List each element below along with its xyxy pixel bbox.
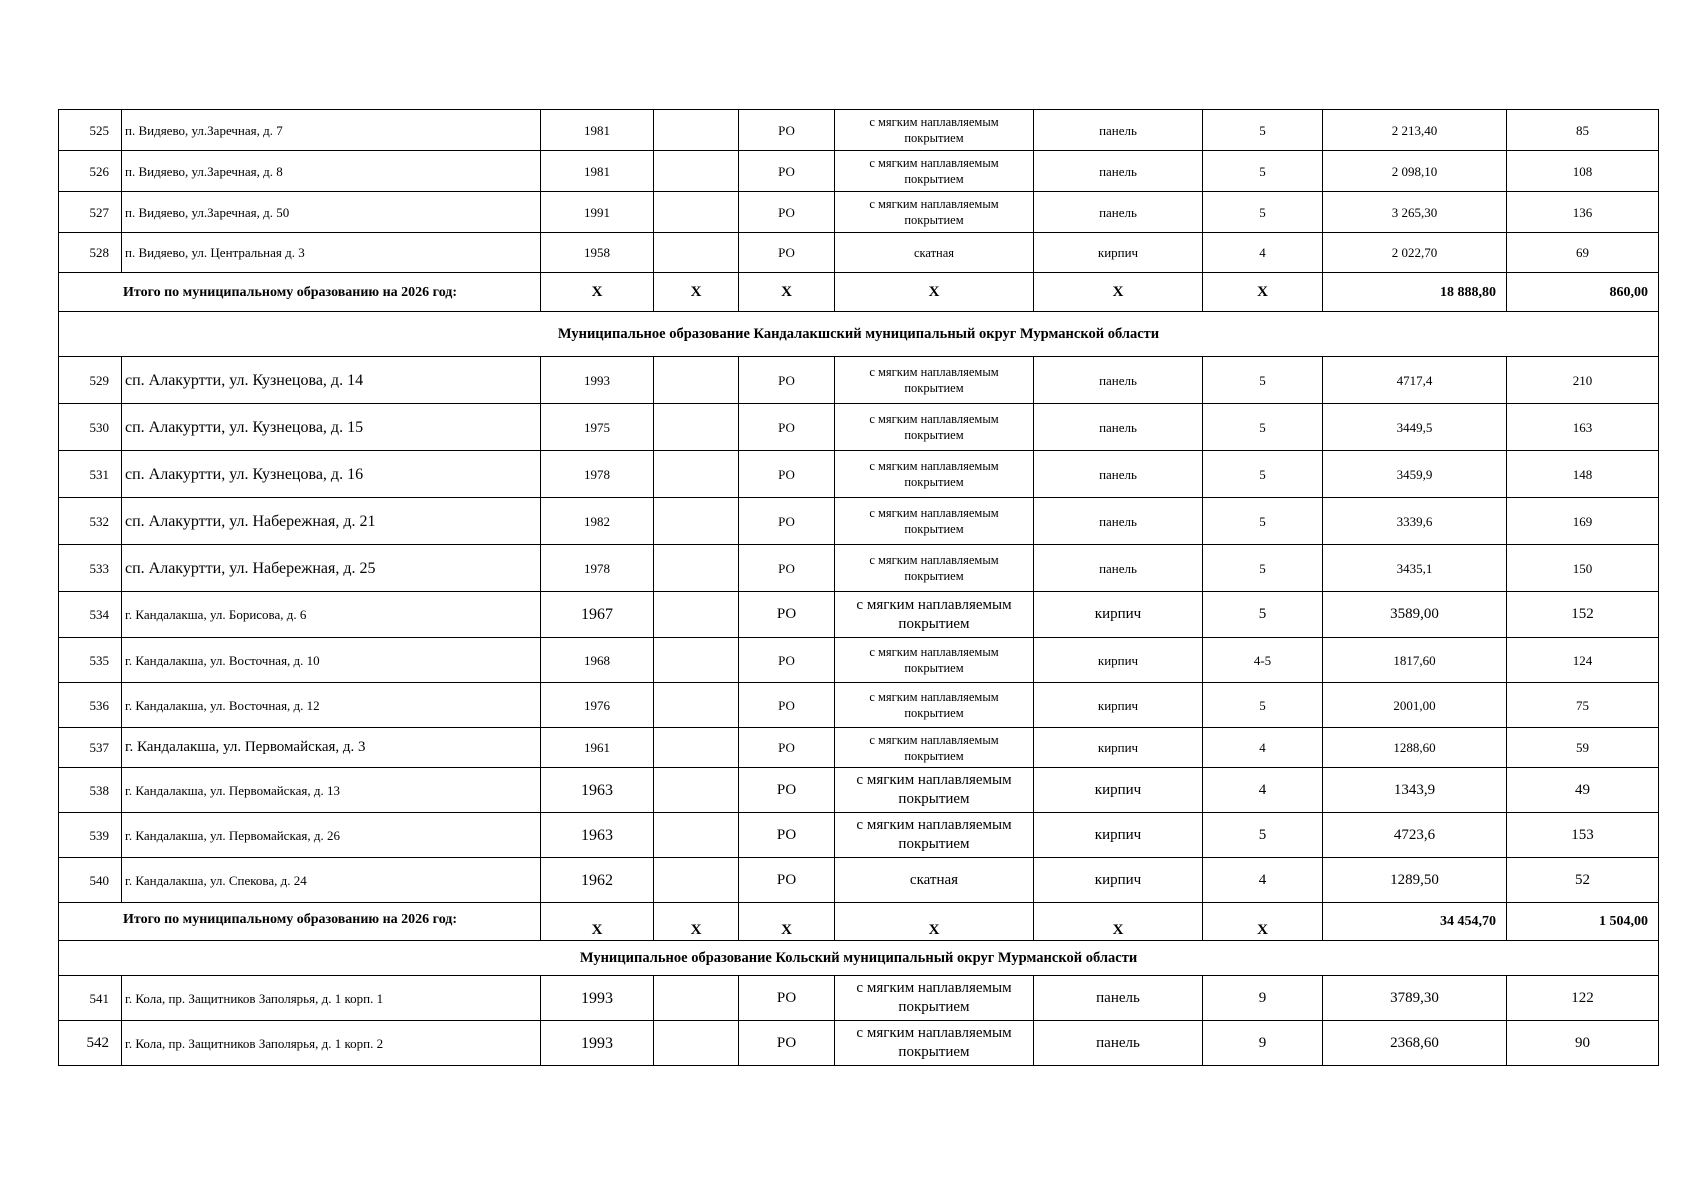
- address-cell: г. Кола, пр. Защитников Заполярья, д. 1 корп. 1: [122, 976, 541, 1021]
- total-residents: 1 504,00: [1507, 903, 1659, 941]
- total-x-marker: X: [739, 273, 835, 312]
- table-row: [59, 728, 1659, 768]
- residents-cell: 75: [1507, 683, 1659, 728]
- year-cell: 1978: [541, 451, 654, 498]
- floors-cell: 5: [1203, 545, 1323, 592]
- total-x-marker: X: [1203, 273, 1323, 312]
- housing-register-table: [58, 109, 1659, 1066]
- row-number: 539: [59, 813, 122, 858]
- roof-type-cell: с мягким наплавляемым покрытием: [835, 638, 1034, 683]
- floors-cell: 4-5: [1203, 638, 1323, 683]
- section-title: Муниципальное образование Кольский муниципальный округ Мурманской области: [59, 941, 1659, 976]
- area-cell: 3435,1: [1323, 545, 1507, 592]
- roof-type-cell: с мягким наплавляемым покрытием: [835, 404, 1034, 451]
- total-row: [59, 903, 1659, 941]
- floors-cell: 5: [1203, 451, 1323, 498]
- area-cell: 3339,6: [1323, 498, 1507, 545]
- row-number: 536: [59, 683, 122, 728]
- source-cell: РО: [739, 451, 835, 498]
- wall-material-cell: кирпич: [1034, 858, 1203, 903]
- area-cell: 3449,5: [1323, 404, 1507, 451]
- floors-cell: 4: [1203, 768, 1323, 813]
- address-cell: п. Видяево, ул. Центральная д. 3: [122, 233, 541, 273]
- wall-material-cell: панель: [1034, 545, 1203, 592]
- roof-type-cell: с мягким наплавляемым покрытием: [835, 357, 1034, 404]
- residents-cell: 69: [1507, 233, 1659, 273]
- residents-cell: 52: [1507, 858, 1659, 903]
- row-number: 532: [59, 498, 122, 545]
- table-row: [59, 192, 1659, 233]
- address-cell: г. Кандалакша, ул. Первомайская, д. 13: [122, 768, 541, 813]
- year-cell: 1968: [541, 638, 654, 683]
- table-row: [59, 110, 1659, 151]
- area-cell: 2001,00: [1323, 683, 1507, 728]
- roof-type-cell: скатная: [835, 233, 1034, 273]
- area-cell: 2 022,70: [1323, 233, 1507, 273]
- row-number: 526: [59, 151, 122, 192]
- area-cell: 3459,9: [1323, 451, 1507, 498]
- source-cell: РО: [739, 192, 835, 233]
- address-cell: г. Кандалакша, ул. Первомайская, д. 3: [122, 728, 541, 768]
- wall-material-cell: панель: [1034, 976, 1203, 1021]
- row-number: 533: [59, 545, 122, 592]
- roof-type-cell: с мягким наплавляемым покрытием: [835, 592, 1034, 638]
- total-x-marker: X: [835, 273, 1034, 312]
- empty-cell: [654, 858, 739, 903]
- total-area: 18 888,80: [1323, 273, 1507, 312]
- source-cell: РО: [739, 813, 835, 858]
- wall-material-cell: кирпич: [1034, 592, 1203, 638]
- section-header-row: [59, 312, 1659, 357]
- roof-type-cell: с мягким наплавляемым покрытием: [835, 110, 1034, 151]
- floors-cell: 5: [1203, 357, 1323, 404]
- total-x-marker: X: [654, 273, 739, 312]
- row-number: 530: [59, 404, 122, 451]
- source-cell: РО: [739, 498, 835, 545]
- year-cell: 1993: [541, 1021, 654, 1066]
- residents-cell: 122: [1507, 976, 1659, 1021]
- wall-material-cell: панель: [1034, 404, 1203, 451]
- year-cell: 1976: [541, 683, 654, 728]
- residents-cell: 136: [1507, 192, 1659, 233]
- residents-cell: 210: [1507, 357, 1659, 404]
- source-cell: РО: [739, 728, 835, 768]
- table-row: [59, 858, 1659, 903]
- wall-material-cell: панель: [1034, 151, 1203, 192]
- source-cell: РО: [739, 357, 835, 404]
- year-cell: 1981: [541, 151, 654, 192]
- residents-cell: 49: [1507, 768, 1659, 813]
- row-number: 538: [59, 768, 122, 813]
- row-number: 527: [59, 192, 122, 233]
- area-cell: 2 213,40: [1323, 110, 1507, 151]
- source-cell: РО: [739, 1021, 835, 1066]
- empty-cell: [654, 1021, 739, 1066]
- wall-material-cell: панель: [1034, 192, 1203, 233]
- empty-cell: [654, 110, 739, 151]
- year-cell: 1982: [541, 498, 654, 545]
- area-cell: 1343,9: [1323, 768, 1507, 813]
- wall-material-cell: кирпич: [1034, 728, 1203, 768]
- address-cell: г. Кандалакша, ул. Спекова, д. 24: [122, 858, 541, 903]
- year-cell: 1958: [541, 233, 654, 273]
- wall-material-cell: панель: [1034, 357, 1203, 404]
- row-number: 531: [59, 451, 122, 498]
- row-number: 529: [59, 357, 122, 404]
- address-cell: сп. Алакуртти, ул. Набережная, д. 21: [122, 498, 541, 545]
- empty-cell: [654, 151, 739, 192]
- section-header-row: [59, 941, 1659, 976]
- floors-cell: 4: [1203, 233, 1323, 273]
- source-cell: РО: [739, 404, 835, 451]
- residents-cell: 150: [1507, 545, 1659, 592]
- year-cell: 1961: [541, 728, 654, 768]
- roof-type-cell: с мягким наплавляемым покрытием: [835, 768, 1034, 813]
- row-number: 542: [59, 1021, 122, 1066]
- table-row: [59, 813, 1659, 858]
- wall-material-cell: панель: [1034, 498, 1203, 545]
- address-cell: г. Кола, пр. Защитников Заполярья, д. 1 корп. 2: [122, 1021, 541, 1066]
- row-number: 541: [59, 976, 122, 1021]
- address-cell: сп. Алакуртти, ул. Кузнецова, д. 14: [122, 357, 541, 404]
- total-label: Итого по муниципальному образованию на 2026 год:: [59, 273, 541, 312]
- total-x-marker: X: [835, 903, 1034, 941]
- table-row: [59, 976, 1659, 1021]
- year-cell: 1981: [541, 110, 654, 151]
- floors-cell: 5: [1203, 683, 1323, 728]
- empty-cell: [654, 545, 739, 592]
- total-x-marker: X: [1034, 273, 1203, 312]
- roof-type-cell: с мягким наплавляемым покрытием: [835, 1021, 1034, 1066]
- empty-cell: [654, 768, 739, 813]
- year-cell: 1967: [541, 592, 654, 638]
- total-x-marker: X: [541, 273, 654, 312]
- address-cell: г. Кандалакша, ул. Первомайская, д. 26: [122, 813, 541, 858]
- area-cell: 4723,6: [1323, 813, 1507, 858]
- area-cell: 2 098,10: [1323, 151, 1507, 192]
- residents-cell: 148: [1507, 451, 1659, 498]
- source-cell: РО: [739, 976, 835, 1021]
- source-cell: РО: [739, 545, 835, 592]
- total-x-marker: X: [1034, 903, 1203, 941]
- empty-cell: [654, 498, 739, 545]
- source-cell: РО: [739, 683, 835, 728]
- empty-cell: [654, 976, 739, 1021]
- wall-material-cell: панель: [1034, 110, 1203, 151]
- row-number: 535: [59, 638, 122, 683]
- floors-cell: 9: [1203, 976, 1323, 1021]
- table-row: [59, 404, 1659, 451]
- floors-cell: 5: [1203, 592, 1323, 638]
- source-cell: РО: [739, 151, 835, 192]
- floors-cell: 4: [1203, 728, 1323, 768]
- source-cell: РО: [739, 768, 835, 813]
- table-row: [59, 592, 1659, 638]
- area-cell: 4717,4: [1323, 357, 1507, 404]
- area-cell: 1289,50: [1323, 858, 1507, 903]
- roof-type-cell: с мягким наплавляемым покрытием: [835, 728, 1034, 768]
- total-area: 34 454,70: [1323, 903, 1507, 941]
- source-cell: РО: [739, 638, 835, 683]
- floors-cell: 9: [1203, 1021, 1323, 1066]
- empty-cell: [654, 592, 739, 638]
- area-cell: 3789,30: [1323, 976, 1507, 1021]
- residents-cell: 108: [1507, 151, 1659, 192]
- source-cell: РО: [739, 110, 835, 151]
- year-cell: 1978: [541, 545, 654, 592]
- address-cell: сп. Алакуртти, ул. Кузнецова, д. 16: [122, 451, 541, 498]
- table-row: [59, 451, 1659, 498]
- roof-type-cell: с мягким наплавляемым покрытием: [835, 683, 1034, 728]
- address-cell: п. Видяево, ул.Заречная, д. 7: [122, 110, 541, 151]
- empty-cell: [654, 683, 739, 728]
- address-cell: г. Кандалакша, ул. Восточная, д. 10: [122, 638, 541, 683]
- roof-type-cell: с мягким наплавляемым покрытием: [835, 151, 1034, 192]
- empty-cell: [654, 357, 739, 404]
- source-cell: РО: [739, 592, 835, 638]
- table-row: [59, 683, 1659, 728]
- area-cell: 3589,00: [1323, 592, 1507, 638]
- year-cell: 1993: [541, 357, 654, 404]
- year-cell: 1993: [541, 976, 654, 1021]
- table-row: [59, 768, 1659, 813]
- year-cell: 1963: [541, 813, 654, 858]
- address-cell: п. Видяево, ул.Заречная, д. 8: [122, 151, 541, 192]
- wall-material-cell: кирпич: [1034, 683, 1203, 728]
- roof-type-cell: с мягким наплавляемым покрытием: [835, 813, 1034, 858]
- year-cell: 1962: [541, 858, 654, 903]
- total-x-marker: X: [739, 903, 835, 941]
- total-x-marker: X: [654, 903, 739, 941]
- residents-cell: 85: [1507, 110, 1659, 151]
- table-row: [59, 1021, 1659, 1066]
- row-number: 537: [59, 728, 122, 768]
- roof-type-cell: с мягким наплавляемым покрытием: [835, 498, 1034, 545]
- section-title: Муниципальное образование Кандалакшский муниципальный округ Мурманской области: [59, 312, 1659, 357]
- source-cell: РО: [739, 858, 835, 903]
- year-cell: 1975: [541, 404, 654, 451]
- floors-cell: 5: [1203, 110, 1323, 151]
- residents-cell: 152: [1507, 592, 1659, 638]
- total-row: [59, 273, 1659, 312]
- row-number: 534: [59, 592, 122, 638]
- residents-cell: 124: [1507, 638, 1659, 683]
- table-row: [59, 233, 1659, 273]
- empty-cell: [654, 192, 739, 233]
- floors-cell: 5: [1203, 404, 1323, 451]
- wall-material-cell: кирпич: [1034, 768, 1203, 813]
- wall-material-cell: кирпич: [1034, 638, 1203, 683]
- address-cell: сп. Алакуртти, ул. Кузнецова, д. 15: [122, 404, 541, 451]
- row-number: 525: [59, 110, 122, 151]
- total-label: Итого по муниципальному образованию на 2026 год:: [59, 903, 541, 941]
- empty-cell: [654, 813, 739, 858]
- empty-cell: [654, 233, 739, 273]
- roof-type-cell: скатная: [835, 858, 1034, 903]
- residents-cell: 169: [1507, 498, 1659, 545]
- floors-cell: 5: [1203, 498, 1323, 545]
- total-residents: 860,00: [1507, 273, 1659, 312]
- table-row: [59, 151, 1659, 192]
- residents-cell: 59: [1507, 728, 1659, 768]
- wall-material-cell: кирпич: [1034, 233, 1203, 273]
- area-cell: 1817,60: [1323, 638, 1507, 683]
- address-cell: г. Кандалакша, ул. Восточная, д. 12: [122, 683, 541, 728]
- roof-type-cell: с мягким наплавляемым покрытием: [835, 976, 1034, 1021]
- table-row: [59, 357, 1659, 404]
- row-number: 540: [59, 858, 122, 903]
- floors-cell: 5: [1203, 151, 1323, 192]
- wall-material-cell: панель: [1034, 451, 1203, 498]
- floors-cell: 5: [1203, 192, 1323, 233]
- residents-cell: 153: [1507, 813, 1659, 858]
- roof-type-cell: с мягким наплавляемым покрытием: [835, 545, 1034, 592]
- address-cell: п. Видяево, ул.Заречная, д. 50: [122, 192, 541, 233]
- residents-cell: 163: [1507, 404, 1659, 451]
- table-row: [59, 638, 1659, 683]
- floors-cell: 4: [1203, 858, 1323, 903]
- empty-cell: [654, 638, 739, 683]
- residents-cell: 90: [1507, 1021, 1659, 1066]
- year-cell: 1963: [541, 768, 654, 813]
- area-cell: 3 265,30: [1323, 192, 1507, 233]
- table-row: [59, 545, 1659, 592]
- floors-cell: 5: [1203, 813, 1323, 858]
- wall-material-cell: панель: [1034, 1021, 1203, 1066]
- roof-type-cell: с мягким наплавляемым покрытием: [835, 451, 1034, 498]
- empty-cell: [654, 404, 739, 451]
- total-x-marker: X: [541, 903, 654, 941]
- empty-cell: [654, 451, 739, 498]
- source-cell: РО: [739, 233, 835, 273]
- area-cell: 2368,60: [1323, 1021, 1507, 1066]
- wall-material-cell: кирпич: [1034, 813, 1203, 858]
- area-cell: 1288,60: [1323, 728, 1507, 768]
- row-number: 528: [59, 233, 122, 273]
- empty-cell: [654, 728, 739, 768]
- address-cell: г. Кандалакша, ул. Борисова, д. 6: [122, 592, 541, 638]
- roof-type-cell: с мягким наплавляемым покрытием: [835, 192, 1034, 233]
- year-cell: 1991: [541, 192, 654, 233]
- address-cell: сп. Алакуртти, ул. Набережная, д. 25: [122, 545, 541, 592]
- total-x-marker: X: [1203, 903, 1323, 941]
- table-row: [59, 498, 1659, 545]
